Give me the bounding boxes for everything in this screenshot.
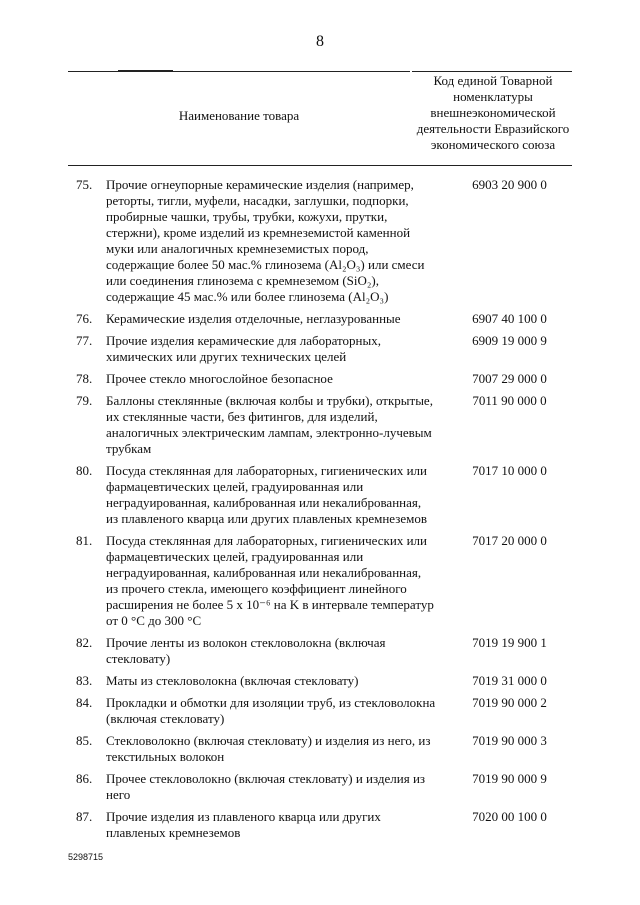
table-row xyxy=(76,809,576,841)
row-code: 6907 40 100 0 xyxy=(472,311,547,326)
header-bottom-rule xyxy=(68,165,572,166)
table-row xyxy=(76,771,576,803)
row-name: Маты из стекловолокна (включая стекловату) xyxy=(106,673,359,688)
row-name: Стекловолокно (включая стекловату) и изделия из него, из текстильных волокон xyxy=(106,733,431,764)
header-top-rule-right xyxy=(412,71,572,72)
table-row xyxy=(76,673,576,689)
row-name: Прокладки и обмотки для изоляции труб, из стекловолокна (включая стекловату) xyxy=(106,695,436,726)
row-code: 7019 19 900 1 xyxy=(472,635,547,650)
row-code: 7007 29 000 0 xyxy=(472,371,547,386)
row-number: 76. xyxy=(76,311,93,326)
row-code: 7011 90 000 0 xyxy=(472,393,547,408)
row-number: 87. xyxy=(76,809,93,824)
row-name: Прочее стекло многослойное безопасное xyxy=(106,371,333,386)
row-code: 7017 10 000 0 xyxy=(472,463,547,478)
table-row xyxy=(76,311,576,327)
document-footer-id: 5298715 xyxy=(68,852,104,862)
row-number: 85. xyxy=(76,733,93,748)
table-row xyxy=(76,333,576,365)
row-name: Баллоны стеклянные (включая колбы и трубки), открытые, их стеклянные части, без фитингов, для изделий, аналогичных электрическим лампам, электронно-лучевым трубкам xyxy=(106,393,433,456)
row-code: 7019 90 000 2 xyxy=(472,695,547,710)
row-code: 7019 90 000 3 xyxy=(472,733,547,748)
row-name: Прочее стекловолокно (включая стекловату) и изделия из него xyxy=(106,771,426,802)
row-number: 82. xyxy=(76,635,93,650)
row-number: 77. xyxy=(76,333,93,348)
page-number: 8 xyxy=(316,33,324,50)
row-code: 7020 00 100 0 xyxy=(472,809,547,824)
row-code: 7019 90 000 9 xyxy=(472,771,547,786)
row-number: 86. xyxy=(76,771,93,786)
row-name: Прочие ленты из волокон стекловолокна (включая стекловату) xyxy=(106,635,386,666)
column-header-name: Наименование товара xyxy=(178,108,300,123)
row-name: Прочие огнеупорные керамические изделия (например, реторты, тигли, муфели, насадки, заглушки, подпорки, пробирные чашки, трубы, трубки, кожухи, прутки, стержни), кроме изделий из кремнеземистой каменной муки или аналогичных кремнеземистых пород, содержащие более 50 мас.% глинозема (Al₂O₃) или смеси или соединения глинозема с кремнеземом (SiO₂), содержащие 45 мас.% или более глинозема (Al₂O₃) xyxy=(106,177,425,304)
row-name: Посуда стеклянная для лабораторных, гигиенических или фармацевтических целей, градуированная или неградуированная, калиброванная или некалиброванная, из плавленого кварца или других плавленых кремнеземов xyxy=(106,463,428,526)
row-number: 83. xyxy=(76,673,93,688)
row-number: 81. xyxy=(76,533,93,548)
table-row xyxy=(76,733,576,765)
table-row xyxy=(76,371,576,387)
table-row xyxy=(76,463,576,527)
table-row xyxy=(76,695,576,727)
row-code: 7019 31 000 0 xyxy=(472,673,547,688)
row-number: 75. xyxy=(76,177,93,192)
row-code: 6903 20 900 0 xyxy=(472,177,547,192)
column-header-code: Код единой Товарной номенклатуры внешнеэкономической деятельности Евразийского экономического союза xyxy=(416,73,570,152)
goods-table xyxy=(76,177,576,847)
row-name: Керамические изделия отделочные, неглазурованные xyxy=(106,311,401,326)
table-row xyxy=(76,393,576,457)
row-name: Прочие изделия керамические для лабораторных, химических или других технических целей xyxy=(106,333,381,364)
row-name: Посуда стеклянная для лабораторных, гигиенических или фармацевтических целей, градуированная или неградуированная, калиброванная или некалиброванная, из прочего стекла, имеющего коэффициент линейного расширения не более 5 x 10⁻⁶ на K в интервале температур от 0 °C до 300 °C xyxy=(106,533,434,628)
row-code: 7017 20 000 0 xyxy=(472,533,547,548)
row-number: 80. xyxy=(76,463,93,478)
row-number: 79. xyxy=(76,393,93,408)
header-top-rule-left xyxy=(68,71,410,72)
table-row xyxy=(76,177,576,305)
row-number: 78. xyxy=(76,371,93,386)
row-number: 84. xyxy=(76,695,93,710)
row-name: Прочие изделия из плавленого кварца или других плавленых кремнеземов xyxy=(106,809,381,840)
table-row xyxy=(76,533,576,629)
table-row xyxy=(76,635,576,667)
row-code: 6909 19 000 9 xyxy=(472,333,547,348)
